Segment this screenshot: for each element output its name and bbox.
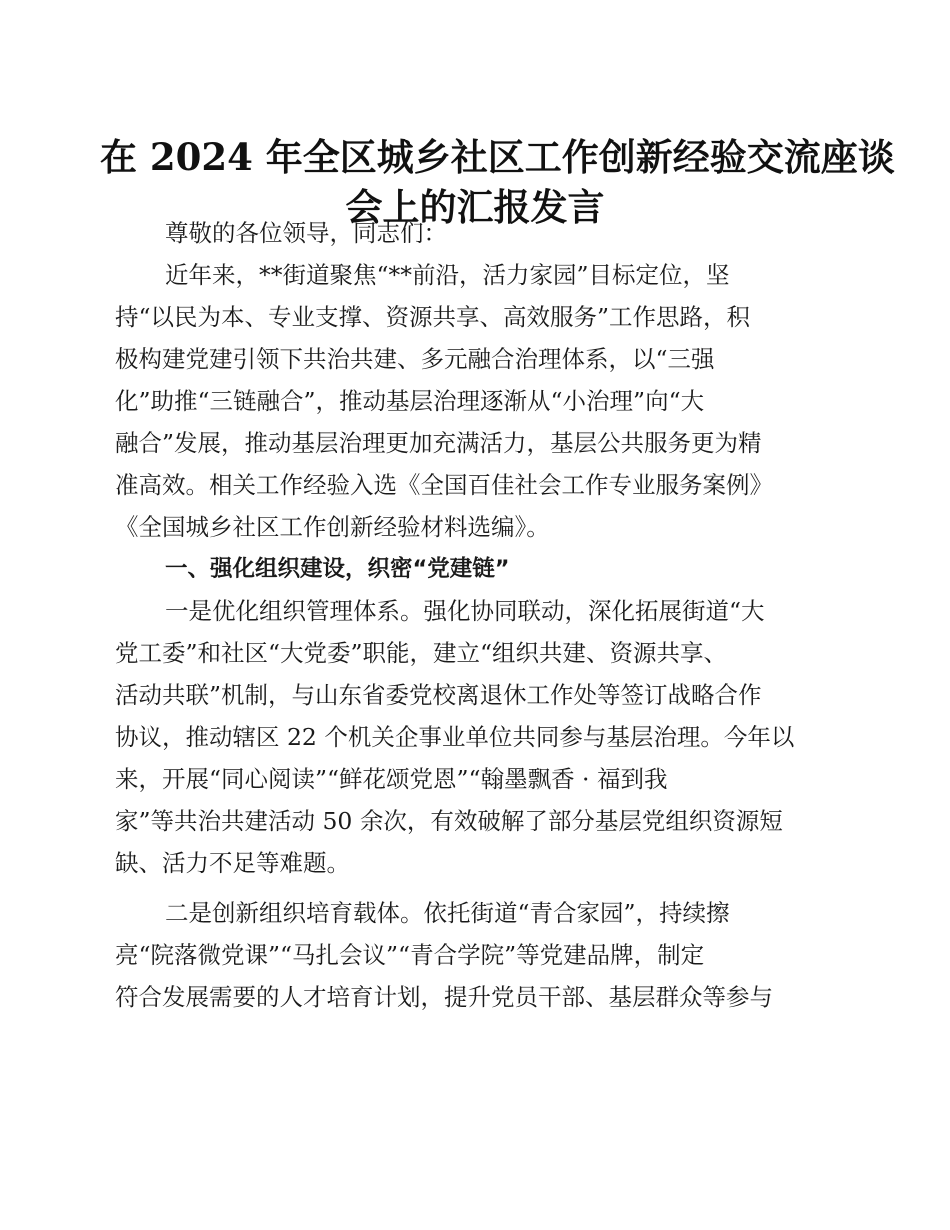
section-heading: 一、强化组织建设，织密“党建链” (165, 556, 510, 582)
paragraph-line: 家”等共治共建活动 50 余次，有效破解了部分基层党组织资源短 (115, 807, 783, 835)
paragraph-line: 活动共联”机制，与山东省委党校离退休工作处等签订战略合作 (115, 681, 762, 709)
paragraph-line: 《全国城乡社区工作创新经验材料选编》。 (115, 513, 550, 541)
intro-paragraph (115, 254, 823, 548)
paragraph-line: 协议，推动辖区 22 个机关企事业单位共同参与基层治理。今年以 (115, 723, 795, 751)
document-body (115, 212, 823, 1018)
paragraph-line: 党工委”和社区“大党委”职能，建立“组织共建、资源共享、 (115, 639, 728, 667)
paragraph-line: 化”助推“三链融合”，推动基层治理逐渐从“小治理”向“大 (115, 387, 705, 415)
paragraph-line: 近年来，**街道聚焦“**前沿，活力家园”目标定位，坚 (165, 261, 730, 289)
paragraph-spacer (115, 884, 823, 892)
title-line-1: 在 2024 年全区城乡社区工作创新经验交流座谈 (100, 135, 895, 179)
paragraph-line: 准高效。相关工作经验入选《全国百佳社会工作专业服务案例》 (115, 471, 773, 499)
paragraph-line: 持“以民为本、专业支撑、资源共享、高效服务”工作思路，积 (115, 303, 751, 331)
salutation: 尊敬的各位领导，同志们： (165, 219, 447, 247)
paragraph-line: 符合发展需要的人才培育计划，提升党员干部、基层群众等参与 (115, 983, 773, 1011)
title-line-2: 会上的汇报发言 (345, 185, 605, 229)
paragraph-line: 来，开展“同心阅读”“鲜花颂党恩”“翰墨飘香 · 福到我 (115, 765, 668, 793)
paragraph-line: 亮“院落微党课”“马扎会议”“青合学院”等党建品牌，制定 (115, 941, 705, 969)
paragraph-org-management (115, 590, 823, 884)
paragraph-line: 二是创新组织培育载体。依托街道“青合家园”，持续擦 (165, 899, 730, 927)
paragraph-line: 一是优化组织管理体系。强化协同联动，深化拓展街道“大 (165, 597, 765, 625)
paragraph-org-cultivation (115, 892, 823, 1018)
paragraph-line: 缺、活力不足等难题。 (115, 849, 350, 877)
paragraph-line: 融合”发展，推动基层治理更加充满活力，基层公共服务更为精 (115, 429, 762, 457)
paragraph-line: 极构建党建引领下共治共建、多元融合治理体系，以“三强 (115, 345, 715, 373)
